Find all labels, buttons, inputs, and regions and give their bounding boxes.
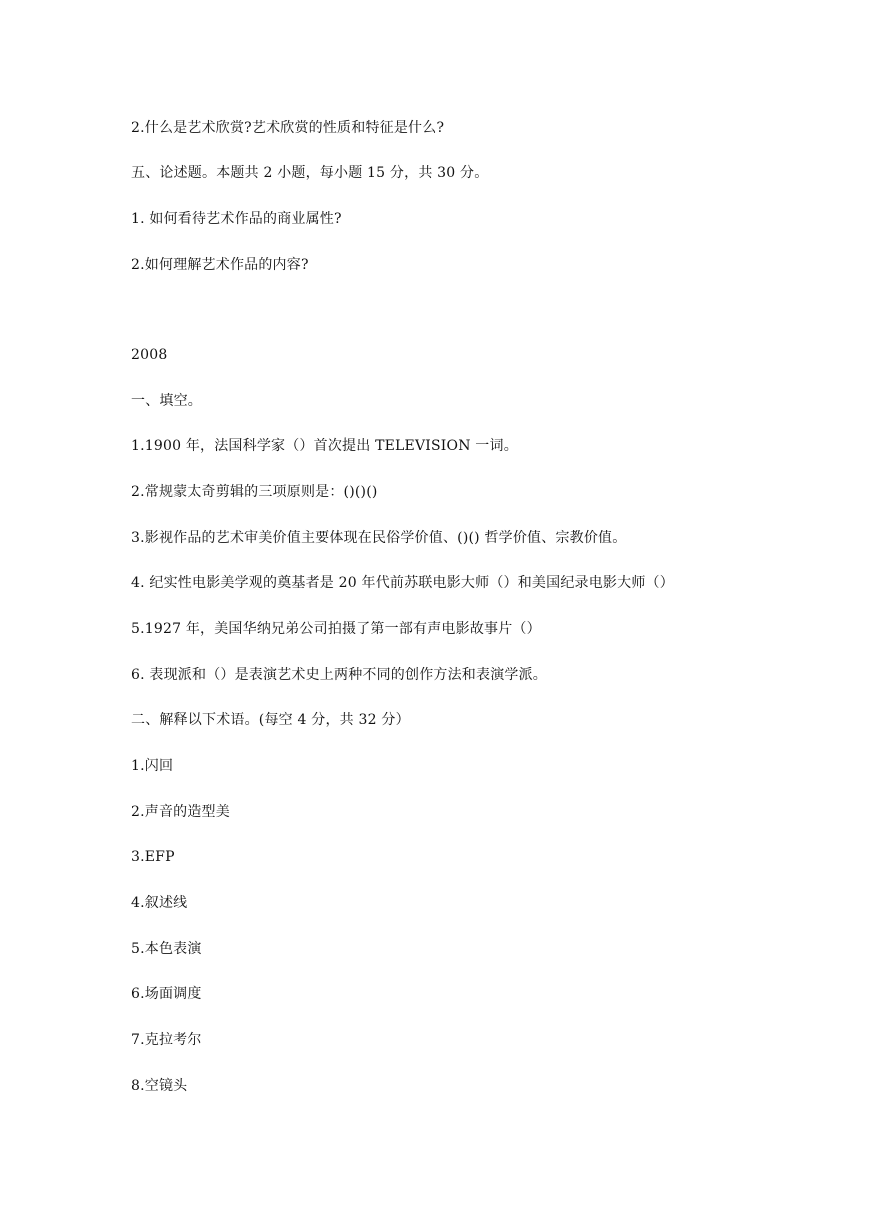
essay-question-2: 2.如何理解艺术作品的内容?: [131, 257, 309, 273]
term-7: 7.克拉考尔: [131, 1032, 202, 1048]
term-8: 8.空镜头: [131, 1078, 188, 1094]
section-terms-heading: 二、解释以下术语。(每空 4 分，共 32 分）: [131, 712, 410, 728]
section-essay-heading: 五、论述题。本题共 2 小题，每小题 15 分，共 30 分。: [131, 165, 489, 181]
fill-blank-question-1: 1.1900 年，法国科学家（）首次提出 TELEVISION 一词。: [131, 438, 518, 454]
section-fill-blank-heading: 一、填空。: [131, 393, 202, 409]
fill-blank-question-2: 2.常规蒙太奇剪辑的三项原则是：()()(): [131, 484, 378, 500]
question-art-appreciation: 2.什么是艺术欣赏?艺术欣赏的性质和特征是什么?: [131, 120, 445, 136]
fill-blank-question-4: 4. 纪实性电影美学观的奠基者是 20 年代前苏联电影大师（）和美国纪录电影大师（）: [131, 575, 674, 591]
fill-blank-question-3: 3.影视作品的艺术审美价值主要体现在民俗学价值、()() 哲学价值、宗教价值。: [131, 530, 627, 546]
term-4: 4.叙述线: [131, 895, 188, 911]
year-heading: 2008: [131, 347, 168, 363]
fill-blank-question-6: 6. 表现派和（）是表演艺术史上两种不同的创作方法和表演学派。: [131, 667, 548, 683]
essay-question-1: 1. 如何看待艺术作品的商业属性?: [131, 211, 342, 227]
term-3: 3.EFP: [131, 849, 175, 865]
term-2: 2.声音的造型美: [131, 804, 230, 820]
term-5: 5.本色表演: [131, 941, 202, 957]
term-6: 6.场面调度: [131, 986, 202, 1002]
fill-blank-question-5: 5.1927 年，美国华纳兄弟公司拍摄了第一部有声电影故事片（）: [131, 621, 541, 637]
term-1: 1.闪回: [131, 758, 174, 774]
